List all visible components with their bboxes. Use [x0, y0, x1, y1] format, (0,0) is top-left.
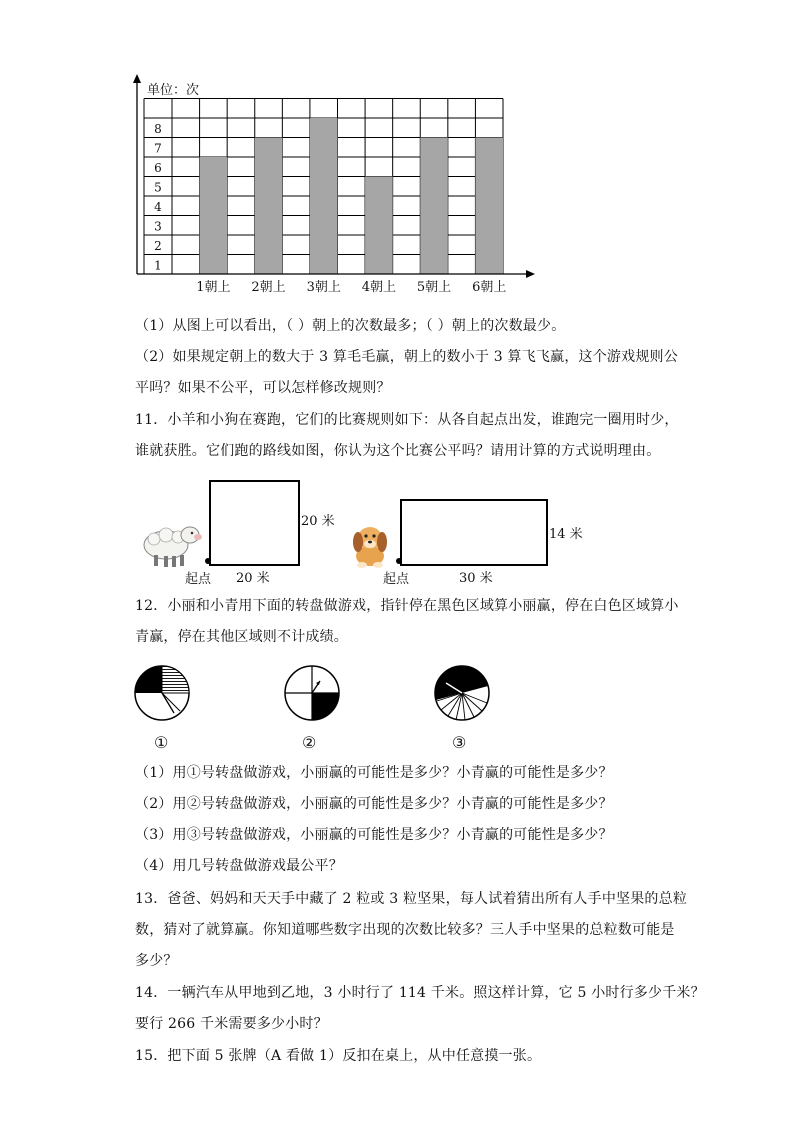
chart-x-tick-label: 5朝上: [416, 280, 452, 295]
chart-unit-label: 单位：次: [147, 83, 200, 98]
dice-frequency-chart: [125, 70, 545, 300]
chart-bar: [365, 177, 393, 275]
chart-y-axis-arrow: [133, 74, 141, 83]
q13-line1: 13．爸爸、妈妈和天天手中藏了 2 粒或 3 粒坚果，每人试着猜出所有人手中坚果的总粒: [135, 891, 688, 907]
chart-bar: [310, 118, 338, 274]
dog-start-label: 起点: [383, 572, 410, 587]
sheep-illustration: [140, 515, 206, 571]
chart-x-tick-label: 4朝上: [361, 280, 397, 295]
q12-line2: 青赢，停在其他区域则不计成绩。: [135, 629, 348, 645]
spinner-2: [282, 663, 342, 723]
chart-y-tick-label: 7: [154, 141, 162, 156]
dog-illustration: [348, 518, 396, 570]
q15-line1: 15．把下面 5 张牌（A 看做 1）反扣在桌上，从中任意摸一张。: [135, 1048, 542, 1064]
dog-side-length: 14 米: [549, 527, 583, 542]
q13-line2: 数，猜对了就算赢。你知道哪些数字出现的次数比较多？三人手中坚果的总粒数可能是: [135, 922, 675, 938]
q12-sub4: （4）用几号转盘做游戏最公平？: [135, 858, 343, 874]
sheep-start-dot: [205, 558, 211, 564]
chart-bar: [255, 138, 283, 275]
sheep-side-length: 20 米: [301, 514, 335, 529]
chart-y-tick-label: 3: [154, 219, 162, 234]
q12-sub3: （3）用③号转盘做游戏，小丽赢的可能性是多少？小青赢的可能性是多少？: [135, 827, 613, 843]
chart-bar: [200, 157, 228, 274]
chart-y-tick-label: 2: [154, 238, 162, 253]
spinner-1: [132, 663, 192, 723]
dog-start-dot: [396, 558, 402, 564]
chart-y-tick-label: 1: [154, 258, 162, 273]
chart-y-tick-label: 4: [154, 199, 162, 214]
chart-y-tick-label: 5: [154, 180, 162, 195]
spinner-2-label: ②: [302, 733, 317, 752]
spinner-3: [432, 663, 492, 723]
chart-x-tick-label: 1朝上: [196, 280, 231, 295]
q14-line1: 14．一辆汽车从甲地到乙地，3 小时行了 114 千米。照这样计算，它 5 小时行多少千米？: [135, 985, 705, 1001]
q10-part2-line1: （2）如果规定朝上的数大于 3 算毛毛赢，朝上的数小于 3 算飞飞赢，这个游戏规则公: [135, 349, 678, 365]
q13-line3: 多少？: [135, 953, 178, 969]
spinner-3-label: ③: [452, 733, 467, 752]
chart-bar: [420, 138, 448, 275]
q10-part2-line2: 平吗？如果不公平，可以怎样修改规则？: [135, 380, 391, 396]
chart-x-tick-label: 6朝上: [472, 280, 507, 295]
q14-line2: 要行 266 千米需要多少小时？: [135, 1016, 328, 1032]
q11-line1: 11．小羊和小狗在赛跑，它们的比赛规则如下：从各自起点出发，谁跑完一圈用时少，: [135, 412, 679, 428]
chart-x-axis-arrow: [526, 270, 535, 278]
dog-bottom-length: 30 米: [459, 571, 493, 586]
chart-x-tick-label: 2朝上: [251, 280, 286, 295]
chart-y-tick-label: 6: [154, 160, 162, 175]
q12-line1: 12．小丽和小青用下面的转盘做游戏，指针停在黑色区域算小丽赢，停在白色区域算小: [135, 598, 679, 614]
q12-sub1: （1）用①号转盘做游戏，小丽赢的可能性是多少？小青赢的可能性是多少？: [135, 765, 613, 781]
q11-line2: 谁就获胜。它们跑的路线如图，你认为这个比赛公平吗？请用计算的方式说明理由。: [135, 443, 661, 459]
dog-track: [400, 499, 548, 566]
chart-y-tick-label: 8: [154, 121, 162, 136]
chart-x-tick-label: 3朝上: [306, 280, 341, 295]
sheep-track: [209, 480, 300, 566]
q10-part1: （1）从图上可以看出，（ ）朝上的次数最多；（ ）朝上的次数最少。: [135, 318, 566, 334]
sheep-start-label: 起点: [185, 572, 212, 587]
sheep-bottom-length: 20 米: [236, 571, 270, 586]
chart-bar: [475, 138, 503, 275]
q12-sub2: （2）用②号转盘做游戏，小丽赢的可能性是多少？小青赢的可能性是多少？: [135, 796, 613, 812]
spinner-1-label: ①: [154, 733, 169, 752]
